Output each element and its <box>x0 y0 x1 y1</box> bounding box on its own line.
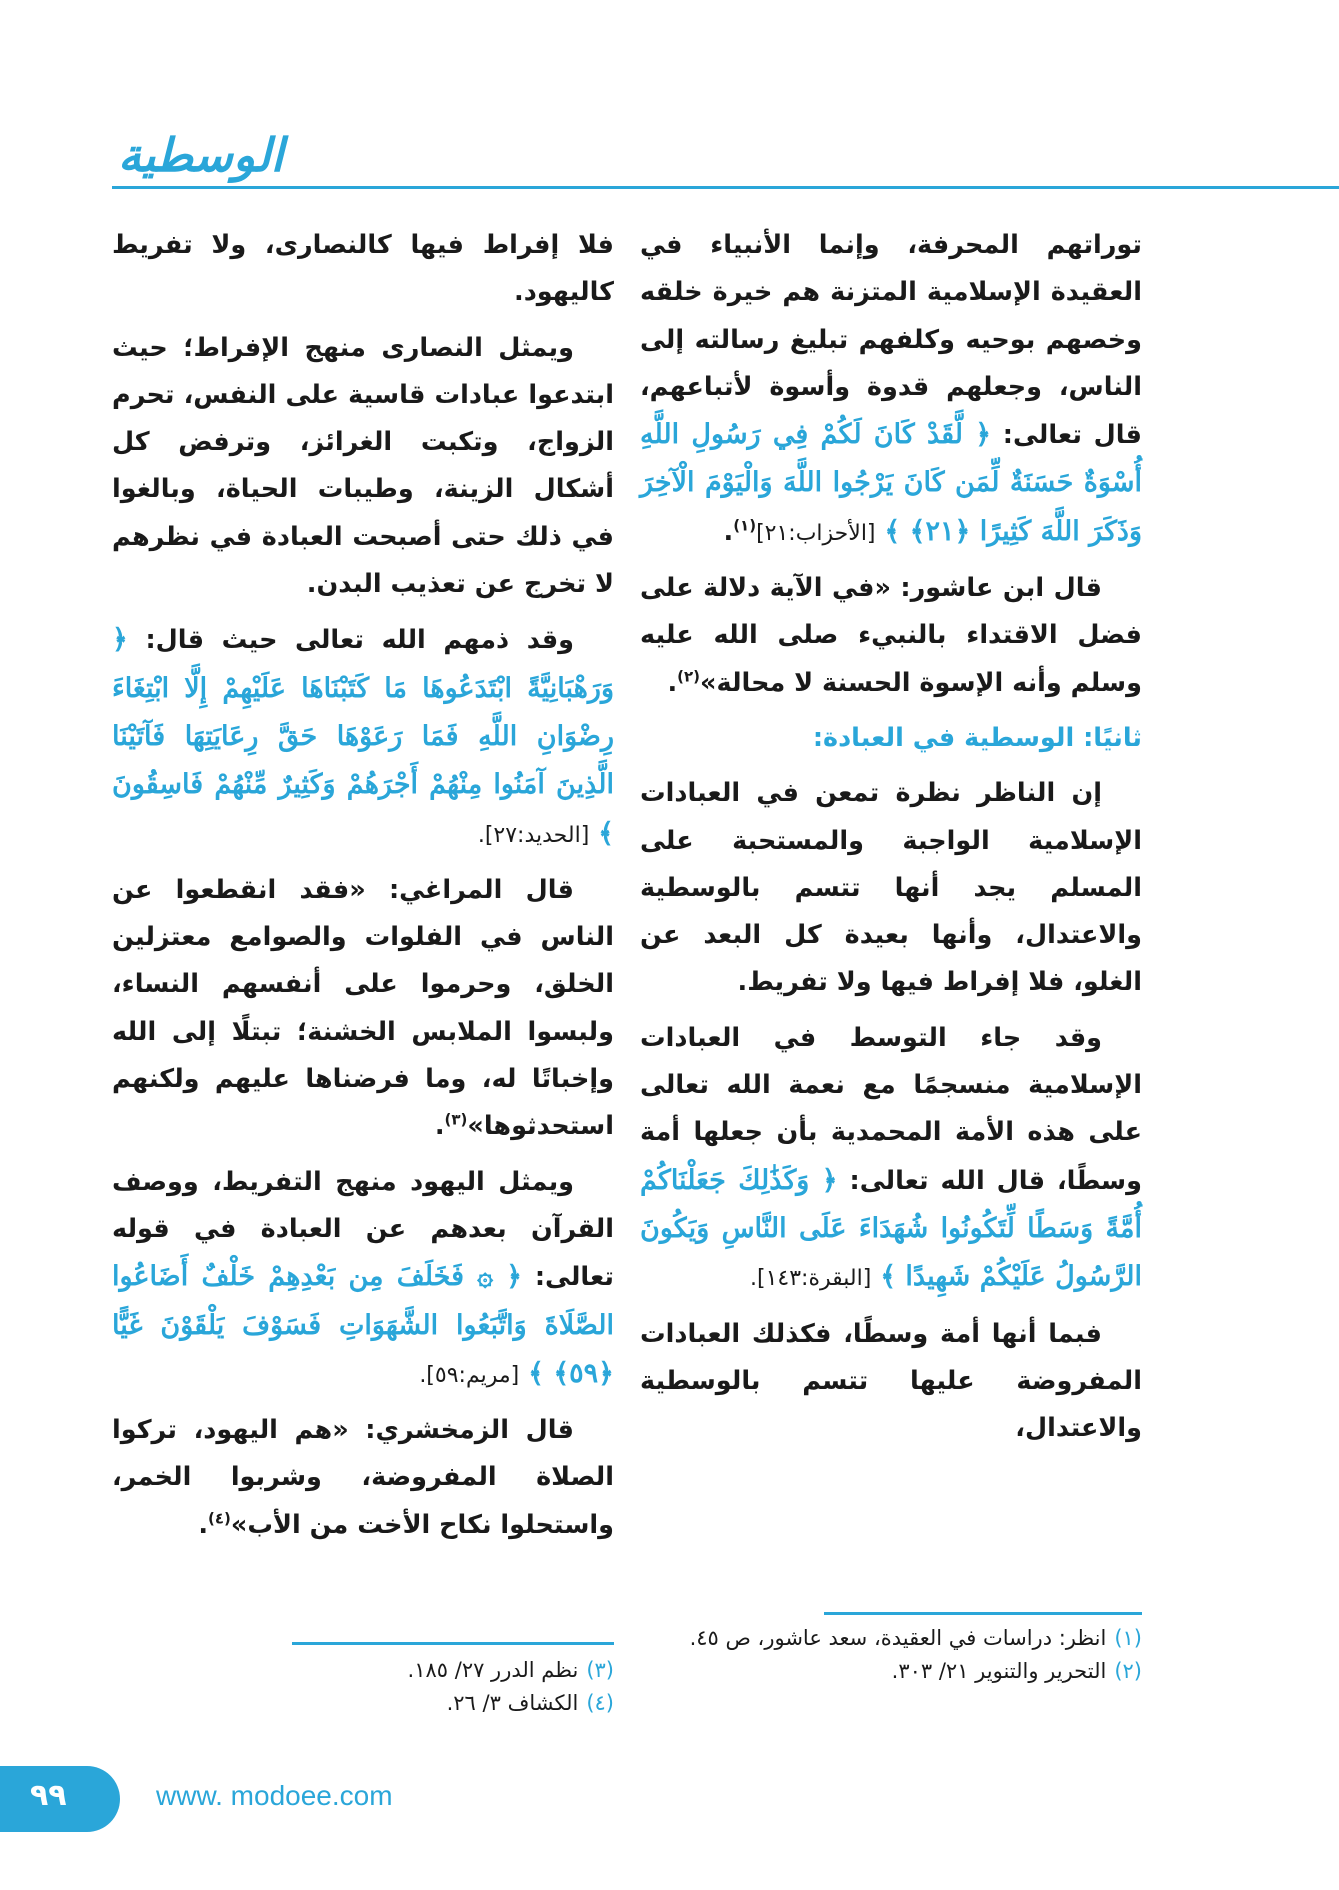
quran-verse: ﴿ ۞ فَخَلَفَ مِن بَعْدِهِمْ خَلْفٌ أَضَاعُوا الصَّلَاةَ وَاتَّبَعُوا الشَّهَوَاتِ فَسَوْفَ يَلْقَوْنَ غَيًّا ﴿٥٩﴾ ﴾ <box>112 1261 614 1389</box>
verse-citation: [الحديد:٢٧]. <box>477 822 590 848</box>
paragraph: قال الزمخشري: «هم اليهود، تركوا الصلاة المفروضة، وشربوا الخمر، واستحلوا نكاح الأخت من الأب»$^{(٤)}$. <box>112 1415 614 1540</box>
website-link[interactable]: www. modoee.com <box>156 1780 393 1811</box>
footnotes-left <box>112 1654 614 1720</box>
section-subheading: ثانيًا: الوسطية في العبادة: <box>812 722 1142 753</box>
paragraph <box>640 1015 1142 1303</box>
paragraph <box>112 1159 614 1399</box>
right-column <box>640 222 1142 1600</box>
page-number: ٩٩ <box>30 1778 67 1813</box>
footnote-item <box>640 1622 1142 1655</box>
paragraph-text: وقد ذمهم الله تعالى حيث قال: <box>145 625 574 656</box>
footnote-number: (٣) <box>586 1658 614 1682</box>
quran-verse: ﴿ وَكَذَٰلِكَ جَعَلْنَاكُمْ أُمَّةً وَسَطًا لِّتَكُونُوا شُهَدَاءَ عَلَى النَّاسِ وَيَكُونَ الرَّسُولُ عَلَيْكُمْ شَهِيدًا ﴾ <box>640 1164 1142 1293</box>
footnote-number: (٢) <box>1114 1659 1142 1683</box>
paragraph-text: توراتهم المحرفة، وإنما الأنبياء في العقيدة الإسلامية المتزنة هم خيرة خلقه وخصهم بوحيه وكلفهم تبليغ رسالته إلى الناس، وجعلهم قدوة وأسوة لأتباعهم، قال تعالى: <box>640 230 1143 451</box>
footnote-rule <box>824 1612 1142 1615</box>
footnote-number: (٤) <box>586 1691 614 1715</box>
footnote-ref: (٢) <box>677 667 701 686</box>
paragraph: قال ابن عاشور: «في الآية دلالة على فضل الاقتداء بالنبيء صلى الله عليه وسلم وأنه الإسوة الحسنة لا محالة»$^{(٢)}$. <box>640 573 1142 698</box>
footnote-rule <box>292 1642 614 1645</box>
paragraph: فبما أنها أمة وسطًا، فكذلك العبادات المفروضة عليها تتسم بالوسطية والاعتدال، <box>640 1318 1142 1444</box>
left-column <box>112 222 614 1712</box>
footnote-ref: (١) <box>733 516 757 535</box>
footnote-item <box>640 1655 1142 1688</box>
paragraph: إن الناظر نظرة تمعن في العبادات الإسلامية الواجبة والمستحبة على المسلم يجد أنها تتسم بالوسطية والاعتدال، وأنها بعيدة كل البعد عن الغلو، فلا إفراط فيها ولا تفريط. <box>640 778 1142 998</box>
paragraph: قال المراغي: «فقد انقطعوا عن الناس في الفلوات والصوامع معتزلين الخلق، وحرموا على أنفسهم النساء، ولبسوا الملابس الخشنة؛ تبتلًا إلى الله وإخباتًا له، وما فرضناها عليهم ولكنهم استحدثوها»$^{(٣)}$. <box>112 874 614 1142</box>
paragraph-text: قال ابن عاشور: «في الآية دلالة على فضل الاقتداء بالنبيء صلى الله عليه وسلم وأنه الإسوة الحسنة لا محالة» <box>640 573 1142 698</box>
paragraph-text: قال المراغي: «فقد انقطعوا عن الناس في الفلوات والصوامع معتزلين الخلق، وحرموا على أنفسهم النساء، ولبسوا الملابس الخشنة؛ تبتلًا إلى الله وإخباتًا له، وما فرضناها عليهم ولكنهم استحدثوها» <box>112 874 614 1142</box>
footnotes-right <box>640 1622 1142 1688</box>
footnote-item <box>112 1654 614 1687</box>
paragraph <box>112 616 614 858</box>
verse-citation: [مريم:٥٩]. <box>419 1362 520 1388</box>
running-header-title: الوسطية <box>118 128 284 182</box>
paragraph: ويمثل النصارى منهج الإفراط؛ حيث ابتدعوا عبادات قاسية على النفس، تحرم الزواج، وتكبت الغرائز، وترفض كل أشكال الزينة، وطيبات الحياة، وبالغوا في ذلك حتى أصبحت العبادة في نظرهم لا تخرج عن تعذيب البدن. <box>112 332 614 600</box>
footnote-item <box>112 1687 614 1720</box>
paragraph: توراتهم المحرفة، وإنما الأنبياء في العقيدة الإسلامية المتزنة هم خيرة خلقه وخصهم بوحيه وكلفهم تبليغ رسالته إلى الناس، وجعلهم قدوة وأسوة لأتباعهم، قال تعالى: ﴿ لَّقَدْ كَانَ لَكُمْ فِي رَسُولِ اللَّهِ أُسْوَةٌ حَسَنَةٌ لِّمَن كَانَ يَرْجُوا اللَّهَ وَالْيَوْمَ الْآخِرَ وَذَكَرَ اللَّهَ كَثِيرًا ﴿٢١﴾ ﴾ [الأحزاب:٢١]$^{(١)}$. <box>640 230 1143 547</box>
paragraph-text: وقد جاء التوسط في العبادات الإسلامية منسجمًا مع نعمة الله تعالى على هذه الأمة المحمدية بأن جعلها أمة وسطًا، قال الله تعالى: <box>640 1022 1142 1196</box>
footnote-ref: (٣) <box>444 1110 468 1129</box>
footnote-number: (١) <box>1114 1626 1142 1650</box>
verse-citation: [البقرة:١٤٣]. <box>750 1266 872 1292</box>
verse-citation: [الأحزاب:٢١] <box>756 520 876 546</box>
quran-verse: ﴿ لَّقَدْ كَانَ لَكُمْ فِي رَسُولِ اللَّهِ أُسْوَةٌ حَسَنَةٌ لِّمَن كَانَ يَرْجُوا اللَّهَ وَالْيَوْمَ الْآخِرَ وَذَكَرَ اللَّهَ كَثِيرًا ﴿٢١﴾ ﴾ <box>640 419 1142 547</box>
footnote-text: التحرير والتنوير ٢١/ ٣٠٣. <box>891 1659 1107 1683</box>
footnote-text: الكشاف ٣/ ٢٦. <box>446 1691 579 1715</box>
footnote-text: نظم الدرر ٢٧/ ١٨٥. <box>407 1658 579 1682</box>
footnote-text: انظر: دراسات في العقيدة، سعد عاشور، ص ٤٥. <box>689 1626 1107 1650</box>
paragraph: فلا إفراط فيها كالنصارى، ولا تفريط كاليهود. <box>112 230 614 308</box>
footnote-ref: (٤) <box>208 1509 231 1528</box>
paragraph-text: قال الزمخشري: «هم اليهود، تركوا الصلاة المفروضة، وشربوا الخمر، واستحلوا نكاح الأخت من الأب» <box>112 1415 614 1540</box>
header-rule <box>112 186 1339 189</box>
paragraph-text: ويمثل اليهود منهج التفريط، ووصف القرآن بعدهم عن العبادة في قوله تعالى: <box>112 1166 614 1293</box>
quran-verse: ﴿ وَرَهْبَانِيَّةً ابْتَدَعُوهَا مَا كَتَبْنَاهَا عَلَيْهِمْ إِلَّا ابْتِغَاءَ رِضْوَانِ اللَّهِ فَمَا رَعَوْهَا حَقَّ رِعَايَتِهَا فَآتَيْنَا الَّذِينَ آمَنُوا مِنْهُمْ أَجْرَهُمْ وَكَثِيرٌ مِّنْهُمْ فَاسِقُونَ ﴾ <box>112 624 614 849</box>
